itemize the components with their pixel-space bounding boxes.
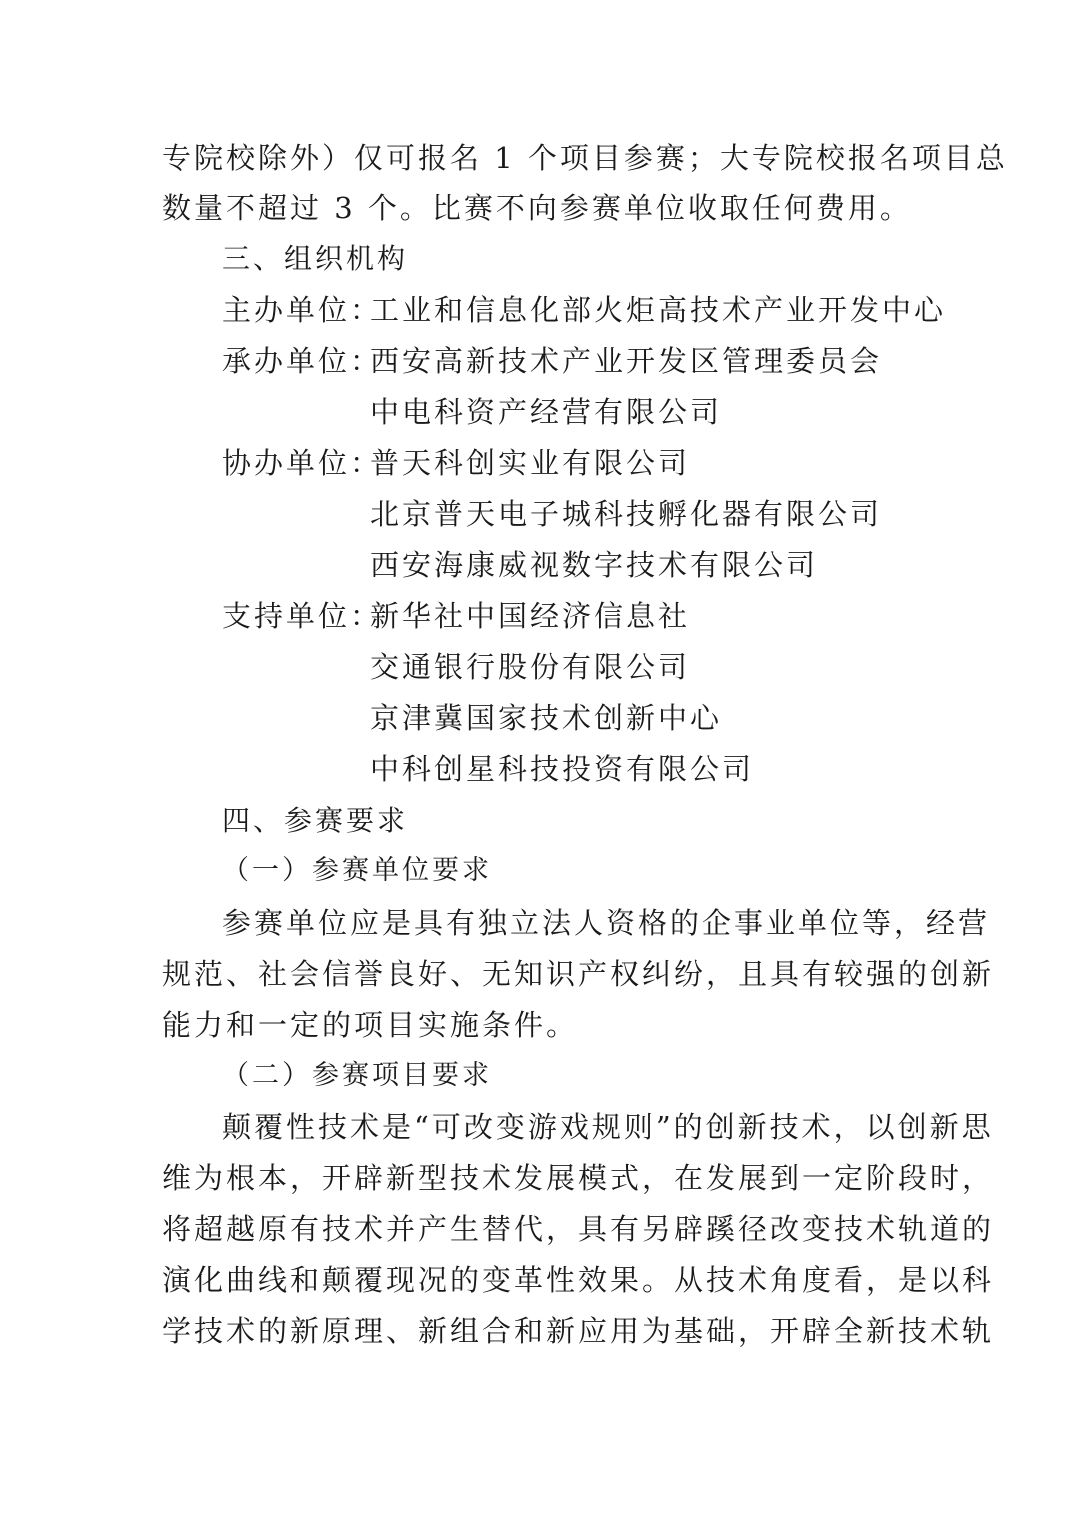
org-co-organizer: 西安海康威视数字技术有限公司 [370, 548, 819, 582]
paragraph-line: 规范、社会信誉良好、无知识产权纠纷，且具有较强的创新 [162, 957, 995, 991]
paragraph-line: 专院校除外）仅可报名 1 个项目参赛；大专院校报名项目总 [162, 141, 1008, 175]
paragraph-line: 将超越原有技术并产生替代，具有另辟蹊径改变技术轨道的 [162, 1212, 995, 1246]
section-heading: 三、组织机构 [222, 242, 409, 275]
paragraph-line: 参赛单位应是具有独立法人资格的企事业单位等，经营 [222, 906, 991, 940]
org-label-supporter: 支持单位： [222, 599, 383, 633]
paragraph-line: 演化曲线和颠覆现况的变革性效果。从技术角度看，是以科 [162, 1263, 995, 1297]
org-co-organizer: 普天科创实业有限公司 [370, 446, 691, 480]
subsection-heading: （一）参赛单位要求 [222, 855, 492, 886]
paragraph-line: 能力和一定的项目实施条件。 [162, 1008, 579, 1042]
org-label-co-organizer: 协办单位： [222, 446, 383, 480]
org-label-organizer: 承办单位： [222, 344, 383, 378]
org-supporter: 交通银行股份有限公司 [370, 650, 691, 684]
org-organizer: 西安高新技术产业开发区管理委员会 [370, 344, 883, 378]
org-supporter: 京津冀国家技术创新中心 [370, 701, 723, 735]
org-organizer: 中电科资产经营有限公司 [370, 395, 723, 429]
org-co-organizer: 北京普天电子城科技孵化器有限公司 [370, 497, 883, 531]
section-heading: 四、参赛要求 [222, 804, 409, 837]
org-supporter: 新华社中国经济信息社 [370, 599, 691, 633]
paragraph-line: 数量不超过 3 个。比赛不向参赛单位收取任何费用。 [162, 191, 912, 225]
paragraph-line: 维为根本，开辟新型技术发展模式，在发展到一定阶段时， [162, 1161, 995, 1195]
org-label-host: 主办单位： [222, 293, 383, 327]
paragraph-line: 颠覆性技术是“可改变游戏规则”的创新技术，以创新思 [222, 1110, 994, 1144]
org-supporter: 中科创星科技投资有限公司 [370, 752, 755, 786]
paragraph-line: 学技术的新原理、新组合和新应用为基础，开辟全新技术轨 [162, 1314, 995, 1348]
org-host: 工业和信息化部火炬高技术产业开发中心 [370, 293, 947, 327]
subsection-heading: （二）参赛项目要求 [222, 1060, 492, 1091]
